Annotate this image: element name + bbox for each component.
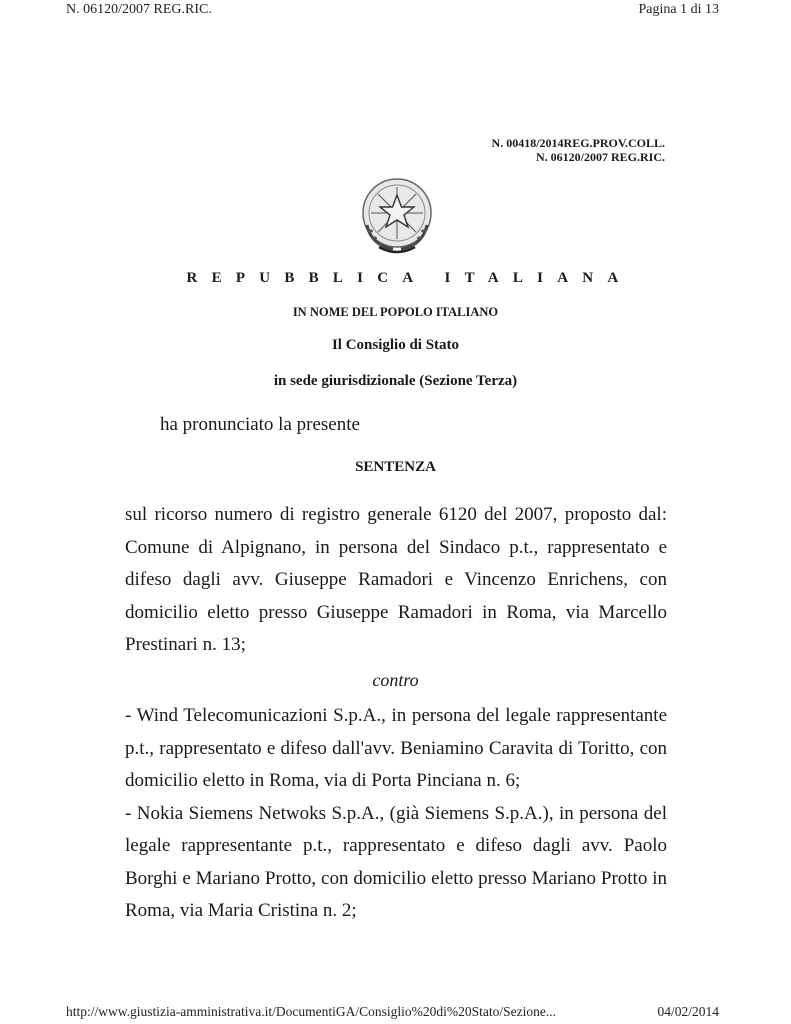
party-wind: - Wind Telecomunicazioni S.p.A., in persona del legale rappresentante p.t., rappresentato e difeso dall'avv. Beniamino Caravita di Toritto, con domicilio eletto in Roma, via di Porta Pinciana n. 6; — [125, 705, 667, 791]
registry-ric-number: N. 06120/2007 REG.RIC. — [535, 150, 665, 164]
council-heading: Il Consiglio di Stato — [331, 337, 460, 353]
footer-date: 04/02/2014 — [657, 1004, 719, 1019]
page-header-docnumber: N. 06120/2007 REG.RIC. — [66, 2, 212, 17]
parties-section — [125, 700, 667, 928]
republic-heading: REPUBBLICA ITALIANA — [186, 270, 633, 286]
section-heading: in sede giurisdizionale (Sezione Terza) — [273, 373, 518, 389]
ricorso-text: sul ricorso numero di registro generale 6120 del 2007, proposto dal: Comune di Alpignano, in persona del Sindaco p.t., rappresentato e difeso dagli avv. Giuseppe Ramadori e Vincenzo Enrichens, con domicilio eletto presso Giuseppe Ramadori in Roma, via Marcello Prestinari n. 13; — [125, 504, 667, 655]
popolo-heading: IN NOME DEL POPOLO ITALIANO — [292, 305, 499, 319]
contro-label: contro — [372, 670, 419, 690]
registry-coll-number: N. 00418/2014REG.PROV.COLL. — [491, 136, 665, 150]
party-nokia-siemens: - Nokia Siemens Netwoks S.p.A., (già Siemens S.p.A.), in persona del legale rappresentante p.t., rappresentato e difeso dagli avv. Paolo Borghi e Mariano Protto, con domicilio eletto presso Mariano Protto in Roma, via Maria Cristina n. 2; — [125, 802, 667, 921]
ricorso-paragraph — [125, 499, 667, 662]
footer-url: http://www.giustizia-amministrativa.it/DocumentiGA/Consiglio%20di%20Stato/Sezione... — [66, 1004, 556, 1019]
doc-type-heading: SENTENZA — [355, 459, 436, 475]
intro-line: ha pronunciato la presente — [160, 414, 360, 435]
page-header-pagination: Pagina 1 di 13 — [638, 2, 719, 17]
italian-republic-emblem-icon — [357, 173, 437, 257]
registry-numbers — [492, 136, 665, 164]
